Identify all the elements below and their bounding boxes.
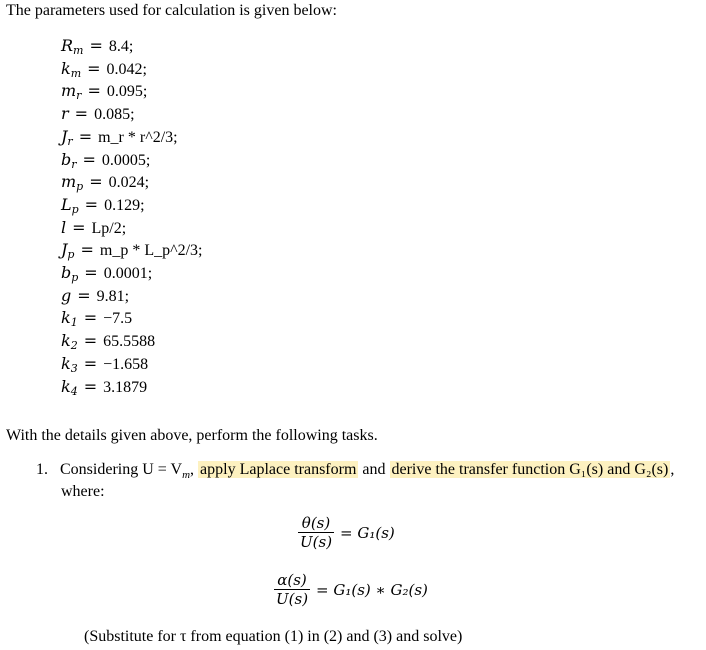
equation-g1-g2: $\frac{\alpha(s)}{U(s)}$ = G₁(s) ∗ G₂(s) bbox=[276, 571, 428, 608]
parameter-row: $R_m = 8.4$; bbox=[61, 36, 134, 57]
parameter-row: $k_m = 0.042$; bbox=[61, 58, 147, 80]
parameter-row: $b_p = 0.0001$; bbox=[61, 263, 153, 284]
task-1-line: 1. Considering $U = V_m$, apply Laplace transform and derive the transfer function G₁(s) and G₂(s) , bbox=[36, 461, 675, 482]
parameter-row: r = 0.085; bbox=[61, 104, 135, 124]
parameter-row: $k_4 = 3.1879$ bbox=[61, 376, 148, 398]
tasks-intro: With the details given above, perform the following tasks. bbox=[6, 427, 378, 444]
parameter-row: $m_p = 0.024$; bbox=[61, 172, 150, 194]
parameter-row: $J_p$ = m_p * L_p^2/3; bbox=[61, 240, 203, 262]
parameter-row: $k_1 = -7.5$ bbox=[61, 308, 133, 330]
intro-text: The parameters used for calculation is given below: bbox=[6, 2, 337, 19]
highlight-transfer-function: derive the transfer function G₁(s) and G₂(s) bbox=[391, 461, 669, 478]
parameter-row: $J_r$ = m_r * r^2/3; bbox=[61, 126, 178, 148]
parameter-row: g = 9.81; bbox=[61, 285, 130, 305]
task-number: 1. bbox=[36, 461, 48, 478]
parameter-row: $L_p = 0.129$; bbox=[61, 194, 145, 216]
highlight-laplace: apply Laplace transform bbox=[200, 461, 357, 478]
task-lead: Considering $U = V_m$ bbox=[60, 461, 191, 482]
parameter-row: l = Lp/2; bbox=[61, 217, 127, 237]
parameter-row: $k_3 = -1.658$ bbox=[61, 353, 149, 375]
task-1-where: where: bbox=[61, 483, 105, 500]
substitution-note: (Substitute for τ from equation (1) in (2) and (3) and solve) bbox=[84, 628, 463, 645]
parameter-row: $b_r = 0.0005$; bbox=[61, 149, 151, 171]
parameter-row: $k_2 = 65.5588$ bbox=[61, 331, 156, 353]
parameter-row: $m_r = 0.095$; bbox=[61, 81, 148, 103]
equation-g1: $\frac{\theta(s)}{U(s)}$ = G₁(s) bbox=[300, 514, 395, 551]
